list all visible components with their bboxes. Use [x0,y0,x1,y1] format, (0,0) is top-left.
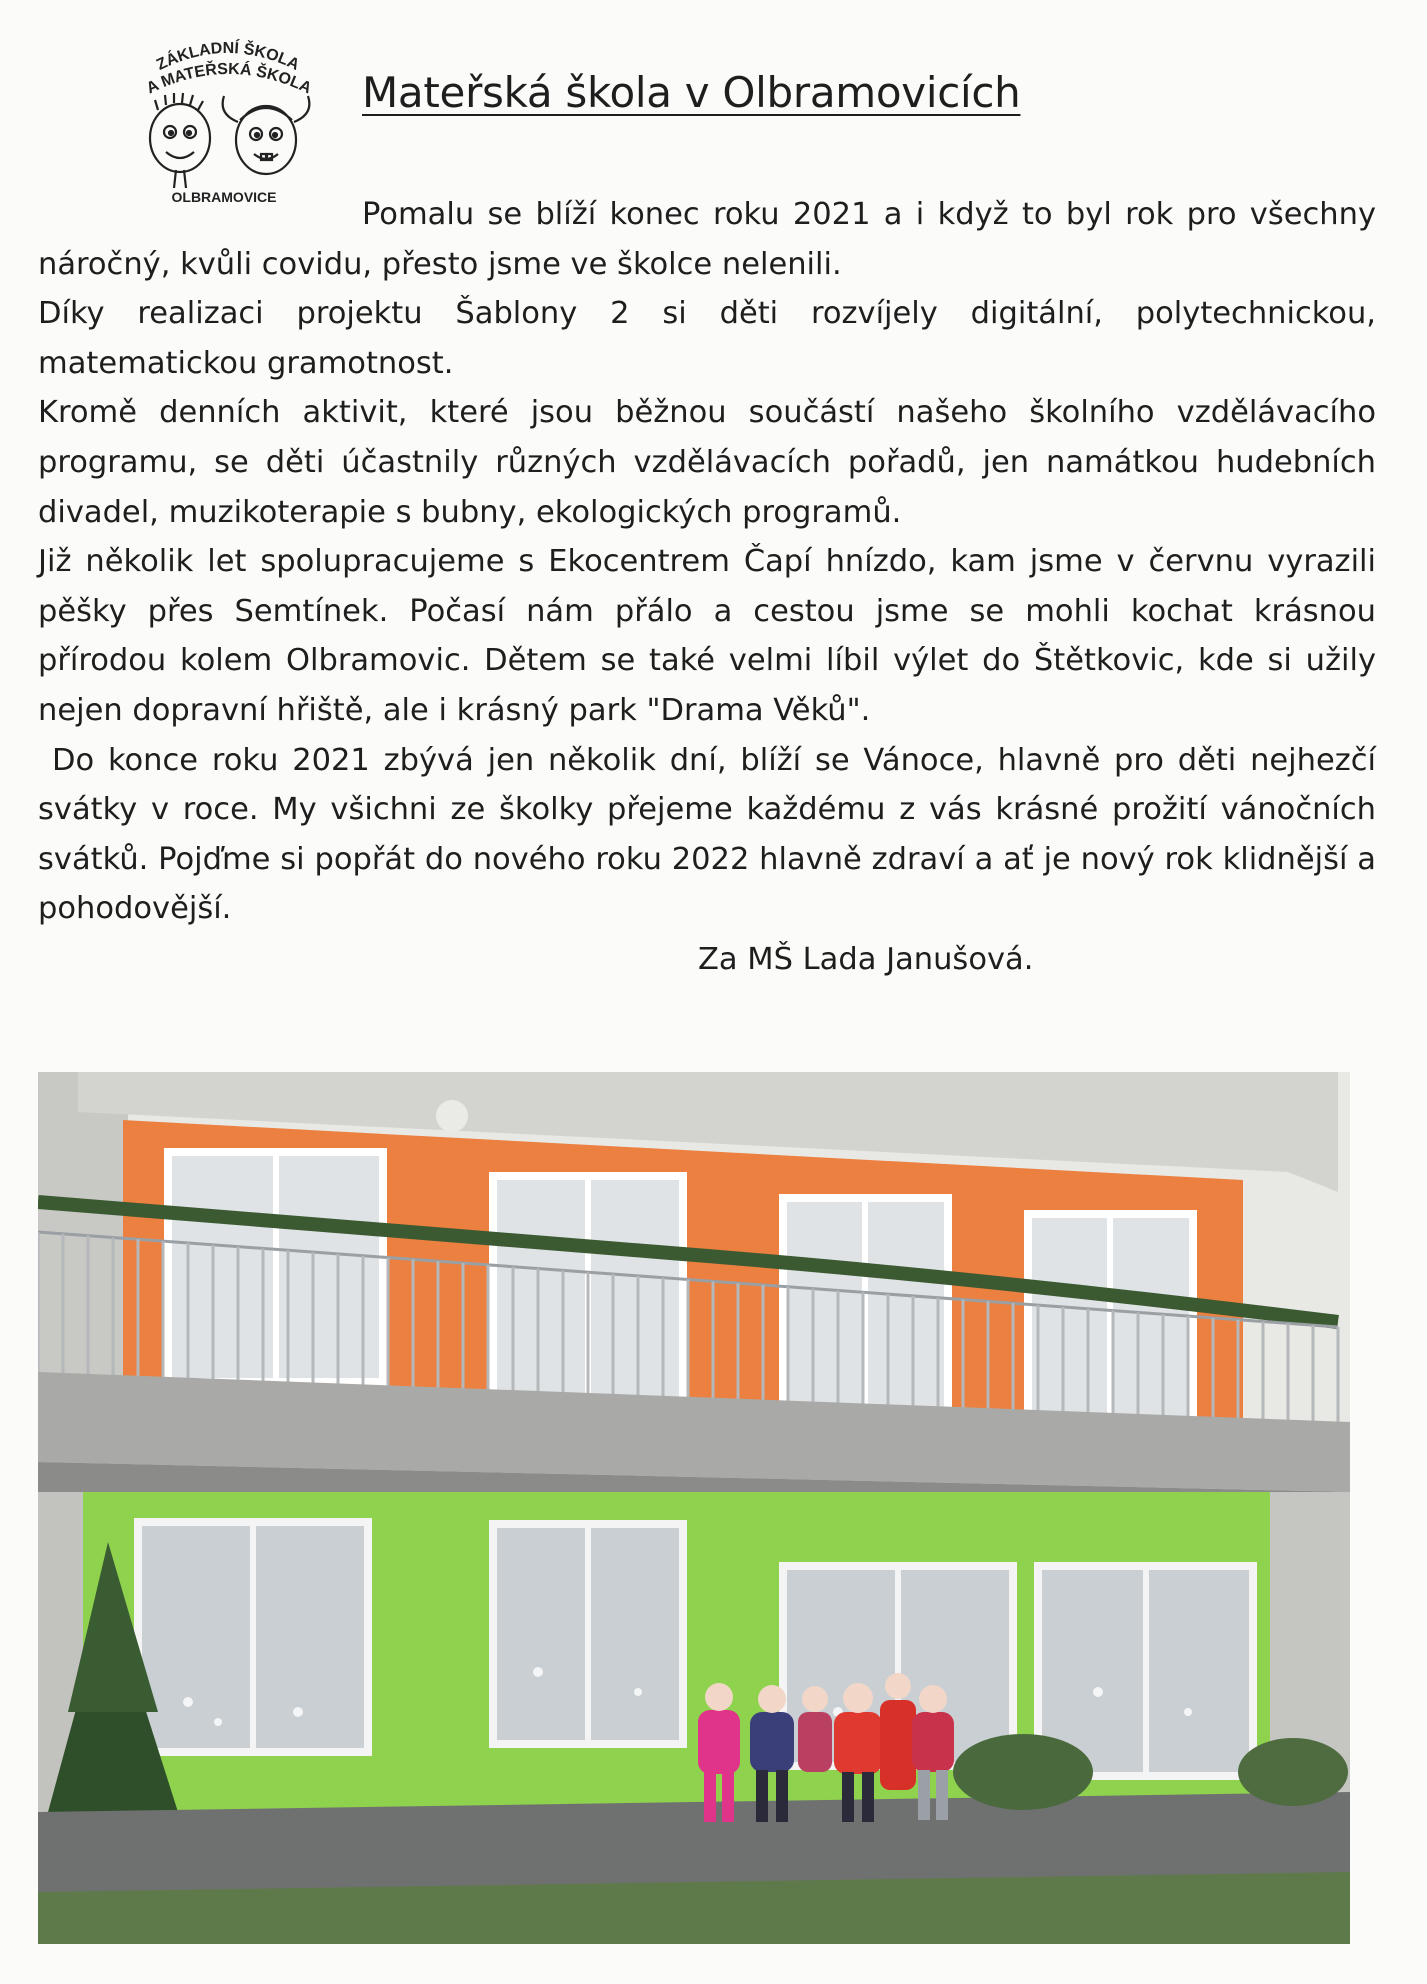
signature: Za MŠ Lada Janušová. [698,942,1034,977]
paragraph-3: Kromě denních aktivit, které jsou běžnou součástí našeho školního vzdělávacího programu, se děti účastnily různých vzdělávacích pořadů, jen namátkou hudebních divadel, muzikoterapie s bubny, ekologických programů. [38,395,1376,530]
article-body [38,190,1376,934]
girl-face-icon [223,96,310,174]
boy-face-icon [150,93,210,188]
logo-bottom-text: OLBRAMOVICE [171,189,277,205]
paragraph-5: Do konce roku 2021 zbývá jen několik dní, blíží se Vánoce, hlavně pro děti nejhezčí svátky v roce. My všichni ze školky přejeme každému z vás krásné prožití vánočních svátků. Pojďme si popřát do nového roku 2022 hlavně zdraví a ať je nový rok klidnější a pohodovější. [38,742,1376,927]
page-title: Mateřská škola v Olbramovicích [362,68,1021,117]
paragraph-1: Pomalu se blíží konec roku 2021 a i když to byl rok pro všechny náročný, kvůli covidu, přesto jsme ve školce nelenili. [38,197,1376,282]
paragraph-4: Již několik let spolupracujeme s Ekocentrem Čapí hnízdo, kam jsme v červnu vyrazili pěšky přes Semtínek. Počasí nám přálo a cestou jsme se mohli kochat krásnou přírodou kolem Olbramovic. Dětem se také velmi líbil výlet do Štětkovic, kde si užily nejen dopravní hřiště, ale i krásný park "Drama Věků". [38,544,1376,728]
kindergarten-photo [38,1072,1350,1944]
paragraph-2: Díky realizaci projektu Šablony 2 si děti rozvíjely digitální, polytechnickou, matematickou gramotnost. [38,296,1376,381]
logo-top-text: ZÁKLADNÍ ŠKOLA [154,39,302,74]
logo-top-text-2: A MATEŘSKÁ ŠKOLA [143,60,314,98]
